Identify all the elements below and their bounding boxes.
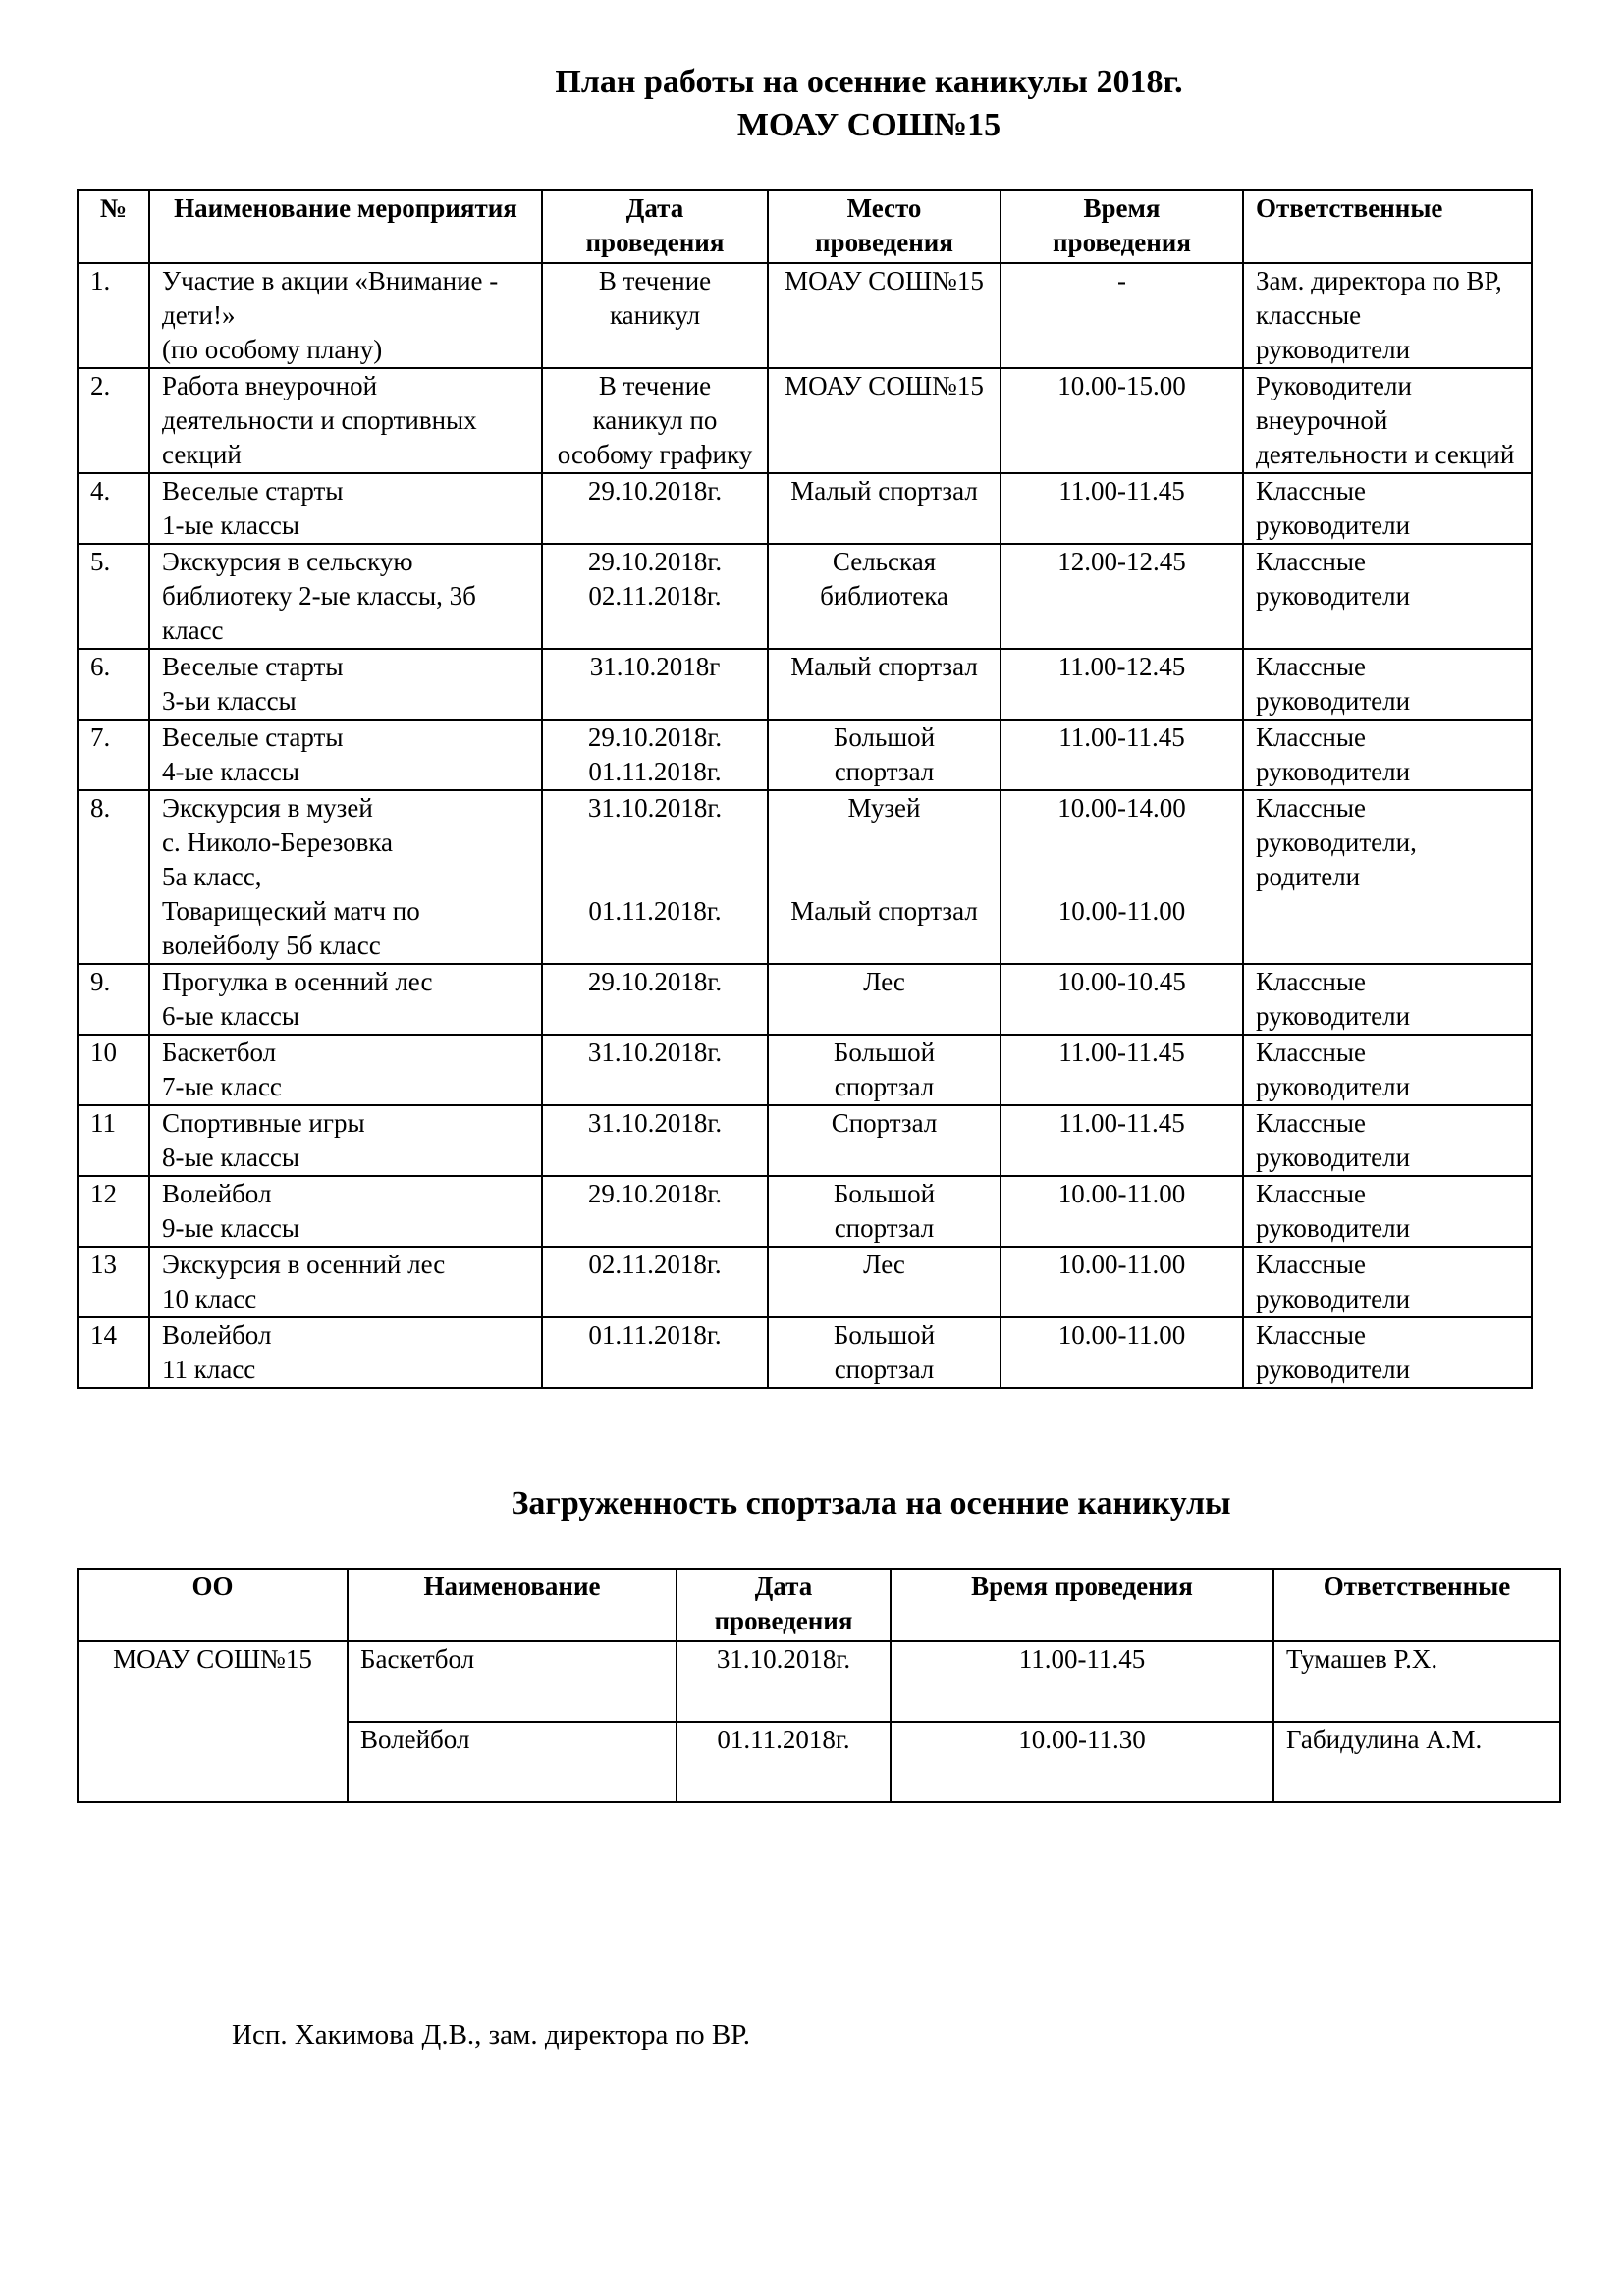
- event-date-cell: 29.10.2018г. 02.11.2018г.: [542, 544, 768, 649]
- event-date-cell: В течение каникул по особому графику: [542, 368, 768, 473]
- event-responsible-cell: Классные руководители: [1243, 649, 1532, 720]
- event-date-cell: 31.10.2018г. 01.11.2018г.: [542, 790, 768, 964]
- gym-col-header-date: Дата проведения: [677, 1569, 891, 1641]
- row-number-cell: 14: [78, 1317, 149, 1388]
- event-date-cell: 31.10.2018г.: [542, 1035, 768, 1105]
- gym-col-header-name: Наименование: [348, 1569, 677, 1641]
- event-time-cell: 10.00-11.00: [1001, 1247, 1243, 1317]
- event-time-cell: 11.00-11.45: [1001, 1035, 1243, 1105]
- event-date-cell: 29.10.2018г.: [542, 1176, 768, 1247]
- event-place-cell: Лес: [768, 964, 1001, 1035]
- gym-name-cell: Волейбол: [348, 1722, 677, 1802]
- row-number-cell: 11: [78, 1105, 149, 1176]
- event-place-cell: Большой спортзал: [768, 720, 1001, 790]
- gym-time-cell: 11.00-11.45: [891, 1641, 1273, 1722]
- event-place-cell: Сельская библиотека: [768, 544, 1001, 649]
- plan-row: [78, 1176, 1532, 1247]
- event-time-cell: 12.00-12.45: [1001, 544, 1243, 649]
- gym-row: [78, 1641, 1560, 1722]
- event-responsible-cell: Классные руководители: [1243, 544, 1532, 649]
- event-name-cell: Экскурсия в музей с. Николо-Березовка 5а класс, Товарищеский матч по волейболу 5б класс: [149, 790, 542, 964]
- event-name-cell: Веселые старты 1-ые классы: [149, 473, 542, 544]
- document-title: План работы на осенние каникулы 2018г.: [555, 64, 1183, 100]
- plan-row: [78, 1035, 1532, 1105]
- col-header-date: Дата проведения: [542, 190, 768, 263]
- event-responsible-cell: Классные руководители: [1243, 1035, 1532, 1105]
- event-time-cell: 11.00-11.45: [1001, 1105, 1243, 1176]
- event-responsible-cell: Классные руководители: [1243, 473, 1532, 544]
- event-name-cell: Участие в акции «Внимание - дети!» (по особому плану): [149, 263, 542, 368]
- gym-col-header-responsible: Ответственные: [1273, 1569, 1560, 1641]
- plan-row: [78, 720, 1532, 790]
- plan-table-body: [78, 263, 1532, 1388]
- plan-row: [78, 263, 1532, 368]
- event-name-cell: Экскурсия в осенний лес 10 класс: [149, 1247, 542, 1317]
- event-responsible-cell: Классные руководители: [1243, 1176, 1532, 1247]
- event-time-cell: 10.00-11.00: [1001, 1317, 1243, 1388]
- event-date-cell: 29.10.2018г. 01.11.2018г.: [542, 720, 768, 790]
- event-responsible-cell: Классные руководители: [1243, 964, 1532, 1035]
- row-number-cell: 1.: [78, 263, 149, 368]
- row-number-cell: 12: [78, 1176, 149, 1247]
- gym-header-row: [78, 1569, 1560, 1641]
- footer-note: Исп. Хакимова Д.В., зам. директора по ВР.: [232, 2019, 750, 2051]
- event-date-cell: 02.11.2018г.: [542, 1247, 768, 1317]
- event-place-cell: Спортзал: [768, 1105, 1001, 1176]
- col-header-num: №: [78, 190, 149, 263]
- gym-section-title: Загруженность спортзала на осенние каникулы: [511, 1485, 1231, 1522]
- row-number-cell: 4.: [78, 473, 149, 544]
- plan-row: [78, 964, 1532, 1035]
- row-number-cell: 6.: [78, 649, 149, 720]
- event-place-cell: МОАУ СОШ№15: [768, 263, 1001, 368]
- event-name-cell: Волейбол 9-ые классы: [149, 1176, 542, 1247]
- event-name-cell: Веселые старты 4-ые классы: [149, 720, 542, 790]
- gym-responsible-cell: Тумашев Р.Х.: [1273, 1641, 1560, 1722]
- plan-row: [78, 649, 1532, 720]
- event-time-cell: 11.00-12.45: [1001, 649, 1243, 720]
- event-time-cell: -: [1001, 263, 1243, 368]
- event-date-cell: 29.10.2018г.: [542, 473, 768, 544]
- event-place-cell: Лес: [768, 1247, 1001, 1317]
- col-header-place: Место проведения: [768, 190, 1001, 263]
- event-date-cell: 31.10.2018г.: [542, 1105, 768, 1176]
- event-responsible-cell: Классные руководители: [1243, 1105, 1532, 1176]
- plan-header-row: [78, 190, 1532, 263]
- col-header-name: Наименование мероприятия: [149, 190, 542, 263]
- event-name-cell: Баскетбол 7-ые класс: [149, 1035, 542, 1105]
- school-name: МОАУ СОШ№15: [736, 107, 1001, 143]
- gym-col-header-time: Время проведения: [891, 1569, 1273, 1641]
- plan-row: [78, 1317, 1532, 1388]
- event-responsible-cell: Классные руководители: [1243, 1247, 1532, 1317]
- event-time-cell: 10.00-10.45: [1001, 964, 1243, 1035]
- event-place-cell: Большой спортзал: [768, 1176, 1001, 1247]
- plan-row: [78, 473, 1532, 544]
- event-time-cell: 10.00-15.00: [1001, 368, 1243, 473]
- plan-row: [78, 790, 1532, 964]
- event-place-cell: МОАУ СОШ№15: [768, 368, 1001, 473]
- col-header-time: Время проведения: [1001, 190, 1243, 263]
- gym-name-cell: Баскетбол: [348, 1641, 677, 1722]
- event-name-cell: Спортивные игры 8-ые классы: [149, 1105, 542, 1176]
- event-name-cell: Волейбол 11 класс: [149, 1317, 542, 1388]
- event-place-cell: Малый спортзал: [768, 473, 1001, 544]
- gym-org-cell: МОАУ СОШ№15: [78, 1641, 348, 1802]
- gym-date-cell: 31.10.2018г.: [677, 1641, 891, 1722]
- event-place-cell: Музей Малый спортзал: [768, 790, 1001, 964]
- row-number-cell: 5.: [78, 544, 149, 649]
- event-date-cell: 29.10.2018г.: [542, 964, 768, 1035]
- event-time-cell: 10.00-11.00: [1001, 1176, 1243, 1247]
- event-responsible-cell: Классные руководители: [1243, 1317, 1532, 1388]
- event-time-cell: 11.00-11.45: [1001, 473, 1243, 544]
- event-name-cell: Прогулка в осенний лес 6-ые классы: [149, 964, 542, 1035]
- event-place-cell: Большой спортзал: [768, 1317, 1001, 1388]
- row-number-cell: 10: [78, 1035, 149, 1105]
- event-responsible-cell: Руководители внеурочной деятельности и секций: [1243, 368, 1532, 473]
- event-responsible-cell: Классные руководители, родители: [1243, 790, 1532, 964]
- event-date-cell: 01.11.2018г.: [542, 1317, 768, 1388]
- gym-date-cell: 01.11.2018г.: [677, 1722, 891, 1802]
- event-name-cell: Работа внеурочной деятельности и спортивных секций: [149, 368, 542, 473]
- row-number-cell: 13: [78, 1247, 149, 1317]
- row-number-cell: 2.: [78, 368, 149, 473]
- plan-row: [78, 368, 1532, 473]
- event-name-cell: Веселые старты 3-ьи классы: [149, 649, 542, 720]
- event-place-cell: Малый спортзал: [768, 649, 1001, 720]
- plan-row: [78, 1105, 1532, 1176]
- gym-table: [77, 1568, 1561, 1803]
- event-place-cell: Большой спортзал: [768, 1035, 1001, 1105]
- event-date-cell: 31.10.2018г: [542, 649, 768, 720]
- event-time-cell: 10.00-14.00 10.00-11.00: [1001, 790, 1243, 964]
- event-date-cell: В течение каникул: [542, 263, 768, 368]
- gym-col-header-org: ОО: [78, 1569, 348, 1641]
- event-time-cell: 11.00-11.45: [1001, 720, 1243, 790]
- row-number-cell: 7.: [78, 720, 149, 790]
- col-header-responsible: Ответственные: [1243, 190, 1532, 263]
- plan-row: [78, 1247, 1532, 1317]
- row-number-cell: 9.: [78, 964, 149, 1035]
- plan-row: [78, 544, 1532, 649]
- row-number-cell: 8.: [78, 790, 149, 964]
- plan-table: [77, 189, 1533, 1389]
- event-responsible-cell: Классные руководители: [1243, 720, 1532, 790]
- gym-time-cell: 10.00-11.30: [891, 1722, 1273, 1802]
- event-name-cell: Экскурсия в сельскую библиотеку 2-ые классы, 3б класс: [149, 544, 542, 649]
- event-responsible-cell: Зам. директора по ВР, классные руководители: [1243, 263, 1532, 368]
- gym-responsible-cell: Габидулина А.М.: [1273, 1722, 1560, 1802]
